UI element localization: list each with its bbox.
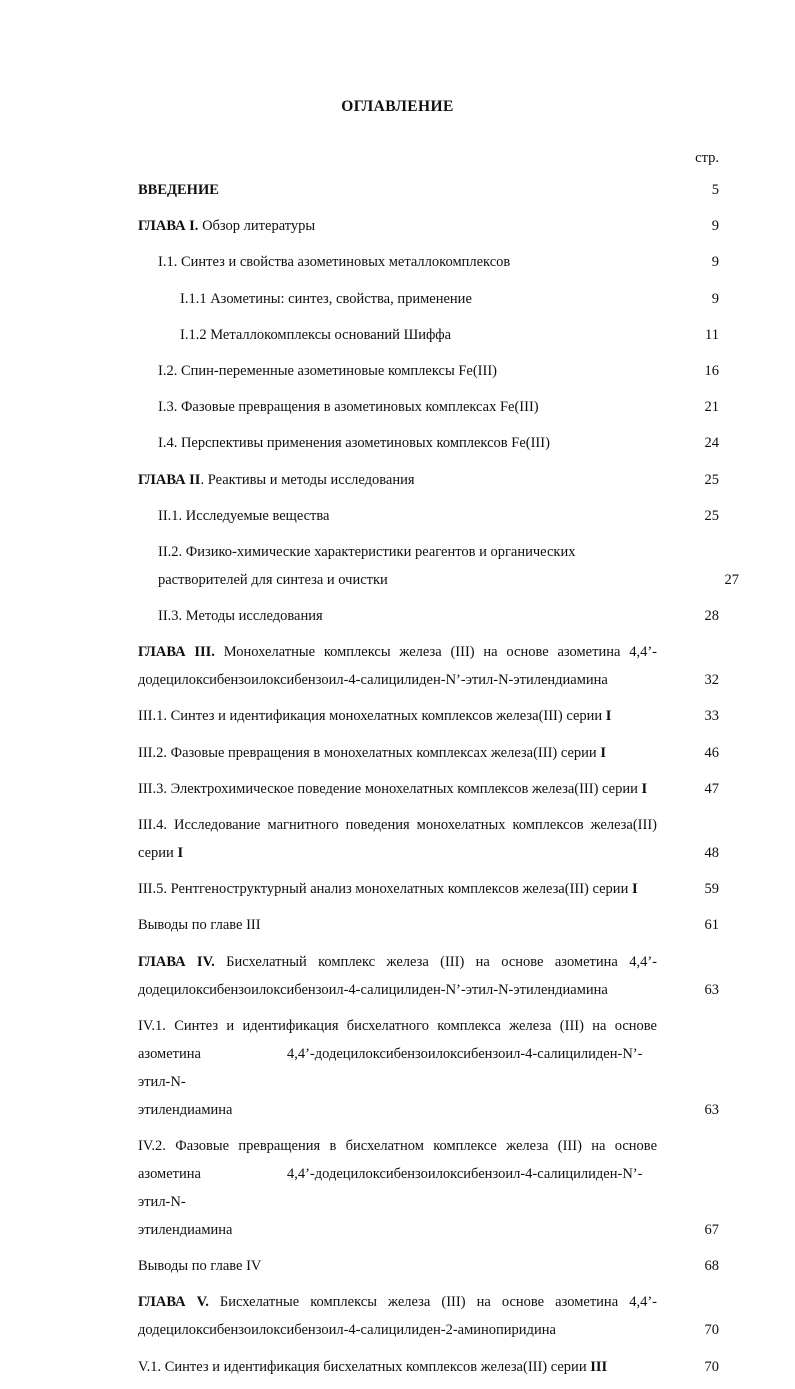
toc-entry-label — [138, 176, 653, 204]
toc-entry-label — [138, 638, 723, 694]
toc-entry-s-4-2[interactable] — [138, 1132, 723, 1244]
toc-entry-label: Выводы по главе IV — [138, 1258, 262, 1275]
toc-entry-page: 9 — [711, 290, 719, 307]
toc-entry-page: 67 — [704, 1221, 719, 1238]
toc-entry-rest: III.1. Синтез и идентификация монохелатных комплексов железа(III) серии — [138, 708, 606, 725]
toc-entry-s-4-1[interactable] — [138, 1012, 723, 1124]
toc-entry-page: 61 — [704, 917, 719, 934]
toc-entry-glava-4[interactable] — [138, 948, 723, 1004]
toc-entry-series-marker: I — [600, 744, 606, 761]
toc-entry-label: I.1.2 Металлокомплексы оснований Шиффа — [180, 326, 452, 343]
toc-entry-bold-prefix: ГЛАВА V. — [138, 1294, 209, 1311]
toc-entry-glava-2[interactable] — [138, 466, 723, 494]
toc-entry-label — [138, 212, 653, 240]
toc-entry-page: 48 — [704, 845, 719, 861]
toc-entry-line-2 — [138, 839, 723, 867]
toc-entry-label — [138, 1353, 653, 1381]
toc-entry-label: I.1.1 Азометины: синтез, свойства, применение — [180, 290, 472, 307]
toc-entry-rest: Монохелатные комплексы железа (III) на основе азометина 4,4’-додецилоксибензоилоксибензоил-4-салицилиден-N’-этил-N-этилендиамина — [138, 644, 657, 689]
toc-entry-glava-1[interactable] — [138, 212, 723, 240]
toc-entry-page: 25 — [704, 507, 719, 524]
toc-entry-vyvody-3[interactable] — [138, 911, 723, 939]
toc-entry-page: 63 — [704, 1101, 719, 1118]
toc-entry-s-1-1[interactable] — [138, 248, 723, 276]
toc-entry-page: 25 — [704, 471, 719, 488]
toc-entry-vvedenie[interactable] — [138, 176, 723, 204]
toc-entry-series-marker: I — [177, 845, 184, 861]
toc-entry-rest: серии — [138, 845, 178, 861]
toc-entry-line-1: IV.1. Синтез и идентификация бисхелатного комплекса железа (III) на основе — [138, 1017, 657, 1034]
toc-entry-page: 59 — [704, 881, 719, 898]
toc-entry-s-1-3[interactable] — [138, 393, 723, 421]
toc-entry-page: 68 — [704, 1258, 719, 1275]
toc-entry-rest: III.2. Фазовые превращения в монохелатных комплексах железа(III) серии — [138, 744, 601, 761]
toc-entry-page: 24 — [704, 435, 719, 452]
toc-entry-page: 5 — [711, 182, 719, 198]
toc-entry-series-marker: I — [631, 881, 638, 898]
toc-entry-label — [138, 1288, 723, 1344]
page-column-header: стр. — [695, 150, 719, 166]
toc-entry-rest: азометина — [138, 1165, 201, 1182]
toc-entry-label: I.4. Перспективы применения азометиновых комплексов Fe(III) — [158, 435, 550, 452]
toc-entry-series-marker: I — [641, 780, 648, 797]
toc-entry-s-2-2[interactable] — [138, 538, 743, 594]
toc-entry-page: 32 — [704, 672, 719, 689]
toc-entry-line-3: этилендиамина — [138, 1101, 233, 1118]
toc-entry-rest-2: 4,4’-додецилоксибензоилоксибензоил-4-салицилиден-N’-этил-N- — [138, 1045, 643, 1090]
toc-entry-label — [138, 466, 653, 494]
toc-entry-page: 28 — [704, 608, 719, 625]
toc-entry-s-3-3[interactable] — [138, 775, 723, 803]
toc-entry-bold-prefix: ГЛАВА III. — [138, 644, 215, 661]
table-of-contents — [138, 148, 739, 1389]
toc-entry-label — [138, 948, 723, 1004]
toc-entry-s-1-4[interactable] — [138, 429, 723, 457]
toc-entry-page: 11 — [705, 326, 719, 343]
page-title: ОГЛАВЛЕНИЕ — [341, 98, 454, 115]
toc-entry-bold-prefix: ВВЕДЕНИЕ — [138, 182, 219, 198]
toc-entry-line-2: растворителей для синтеза и очистки — [158, 571, 388, 588]
toc-entry-label — [138, 875, 653, 903]
toc-entry-s-3-1[interactable] — [138, 702, 723, 730]
toc-entry-label: II.3. Методы исследования — [158, 608, 323, 625]
toc-entry-page: 70 — [704, 1358, 719, 1375]
toc-entry-s-1-1-1[interactable] — [138, 285, 723, 313]
toc-entry-page: 47 — [704, 780, 719, 797]
toc-entry-series-marker: III — [590, 1358, 608, 1375]
toc-entry-page: 9 — [711, 218, 719, 235]
toc-entry-glava-3[interactable] — [138, 638, 723, 694]
toc-entry-bold-prefix: ГЛАВА IV. — [138, 953, 215, 970]
toc-entry-s-3-2[interactable] — [138, 739, 723, 767]
toc-entry-s-1-2[interactable] — [138, 357, 723, 385]
toc-entry-rest-2: 4,4’-додецилоксибензоилоксибензоил-4-салицилиден-N’-этил-N- — [138, 1165, 643, 1210]
toc-entry-s-5-1[interactable] — [138, 1353, 723, 1381]
toc-entry-label: I.2. Спин-переменные азометиновые комплексы Fe(III) — [158, 362, 497, 379]
toc-entry-label: I.3. Фазовые превращения в азометиновых комплексах Fe(III) — [158, 399, 539, 416]
toc-entry-page: 16 — [704, 362, 719, 379]
toc-entry-page: 21 — [704, 399, 719, 416]
toc-entry-s-3-5[interactable] — [138, 875, 723, 903]
toc-entry-rest: Бисхелатные комплексы железа (III) на основе азометина 4,4’-додецилоксибензоилоксибензоил-4-салицилиден-2-аминопиридина — [138, 1294, 657, 1339]
toc-entry-label: II.1. Исследуемые вещества — [158, 507, 330, 524]
toc-entry-rest: V.1. Синтез и идентификация бисхелатных комплексов железа(III) серии — [138, 1358, 591, 1375]
toc-entry-label — [138, 739, 653, 767]
toc-entry-label: Выводы по главе III — [138, 917, 261, 934]
toc-entry-line-1: II.2. Физико-химические характеристики реагентов и органических — [158, 543, 576, 560]
toc-entry-label: I.1. Синтез и свойства азометиновых металлокомплексов — [158, 254, 511, 271]
toc-entry-line-1: III.4. Исследование магнитного поведения монохелатных комплексов железа(III) — [138, 817, 657, 833]
toc-entry-line-3: этилендиамина — [138, 1221, 233, 1238]
toc-entry-rest: Бисхелатный комплекс железа (III) на основе азометина 4,4’-додецилоксибензоилоксибензоил-4-салицилиден-N’-этил-N-этилендиамина — [138, 953, 657, 998]
toc-entry-page: 33 — [704, 708, 719, 725]
toc-entry-page: 9 — [711, 254, 719, 271]
toc-entry-rest: III.3. Электрохимическое поведение монохелатных комплексов железа(III) серии — [138, 780, 642, 797]
toc-entry-glava-5[interactable] — [138, 1288, 723, 1344]
toc-entry-page: 70 — [704, 1322, 719, 1339]
toc-entry-rest: III.5. Рентгеноструктурный анализ монохелатных комплексов железа(III) серии — [138, 881, 632, 898]
toc-entry-line-2 — [138, 1040, 723, 1096]
toc-entry-rest: . Реактивы и методы исследования — [200, 471, 415, 488]
toc-entry-s-1-1-2[interactable] — [138, 321, 723, 349]
toc-entry-s-2-3[interactable] — [138, 602, 723, 630]
toc-entry-line-2 — [138, 1160, 723, 1216]
toc-entry-rest: азометина — [138, 1045, 201, 1062]
toc-entry-series-marker: I — [605, 708, 612, 725]
toc-entry-page: 63 — [704, 981, 719, 998]
toc-entry-s-2-1[interactable] — [138, 502, 723, 530]
toc-entry-vyvody-4[interactable] — [138, 1252, 723, 1280]
toc-entry-page: 46 — [704, 744, 719, 761]
toc-entry-label — [138, 702, 653, 730]
toc-entry-label — [138, 775, 653, 803]
toc-entry-rest: Обзор литературы — [198, 218, 316, 235]
toc-entry-bold-prefix: ГЛАВА II — [138, 471, 201, 488]
toc-entry-s-3-4[interactable] — [138, 811, 723, 867]
toc-entry-page: 27 — [724, 571, 739, 588]
toc-entry-line-1: IV.2. Фазовые превращения в бисхелатном комплексе железа (III) на основе — [138, 1137, 657, 1154]
toc-entry-bold-prefix: ГЛАВА I. — [138, 218, 199, 235]
